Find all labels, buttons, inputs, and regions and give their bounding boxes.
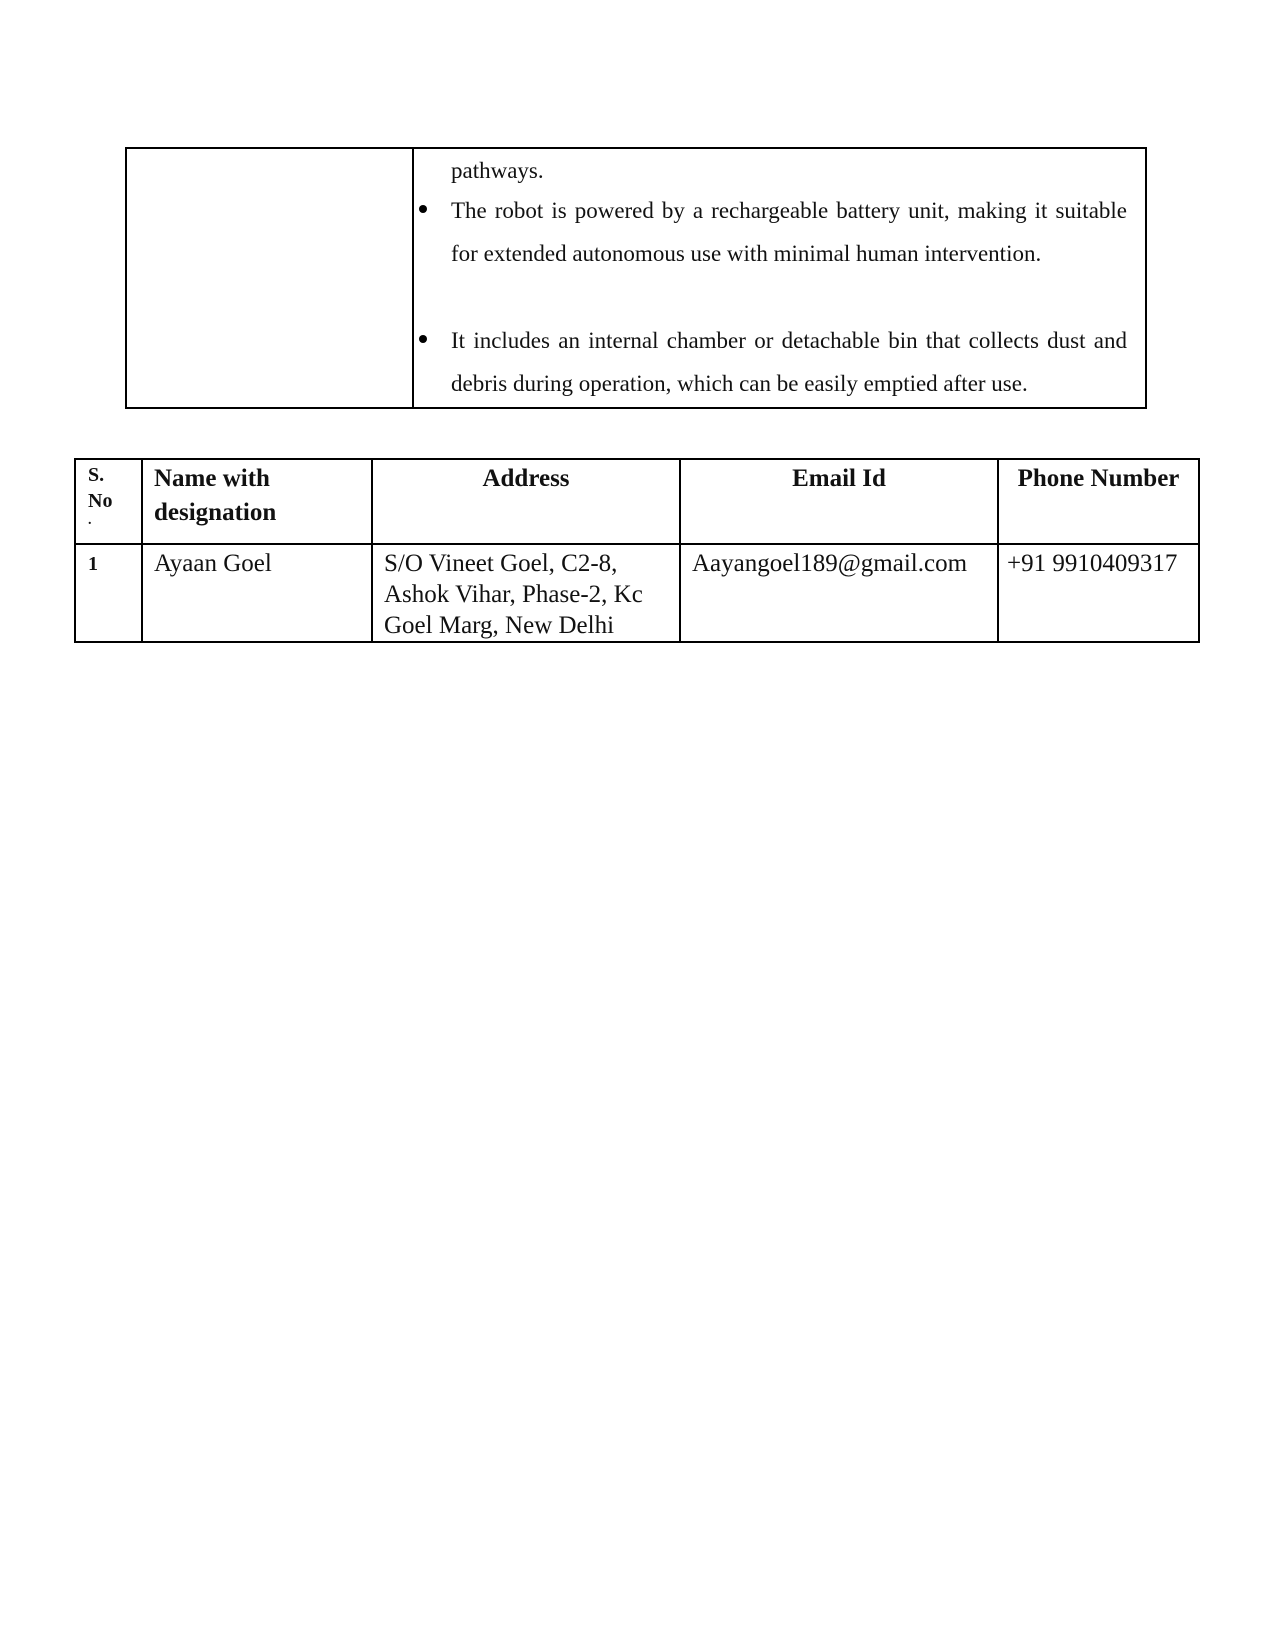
description-label-cell: [127, 149, 414, 407]
continuation-text: pathways.: [451, 158, 544, 183]
cell-address: S/O Vineet Goel, C2-8, Ashok Vihar, Phase-2, Kc Goel Marg, New Delhi: [372, 544, 680, 642]
header-email: Email Id: [680, 459, 998, 544]
header-sno-line: No: [88, 490, 113, 512]
header-sno: [75, 459, 142, 544]
bullet-text: The robot is powered by a rechargeable battery unit, making it suitable for extended autonomous use with minimal human intervention.: [451, 198, 1127, 266]
cell-sno: 1: [75, 544, 142, 642]
cell-name: Ayaan Goel: [142, 544, 372, 642]
contact-table: [74, 458, 1200, 643]
bullet-dot-icon: [419, 335, 427, 343]
description-content-cell: [414, 149, 1145, 407]
bullet-item: [451, 189, 1127, 275]
header-address: Address: [372, 459, 680, 544]
table-header-row: [75, 459, 1199, 544]
header-name-line: designation: [154, 499, 277, 526]
cell-phone: +91 9910409317: [998, 544, 1199, 642]
header-sno-line: .: [88, 513, 92, 528]
bullet-item: [451, 319, 1127, 405]
cell-email: Aayangoel189@gmail.com: [680, 544, 998, 642]
header-name-line: Name with: [154, 465, 270, 492]
bullet-dot-icon: [419, 205, 427, 213]
table-row: [75, 544, 1199, 642]
description-table: [125, 147, 1147, 409]
header-sno-line: S.: [88, 464, 105, 486]
header-phone: Phone Number: [998, 459, 1199, 544]
bullet-text: It includes an internal chamber or detachable bin that collects dust and debris during operation, which can be easily emptied after use.: [451, 328, 1127, 396]
header-name: [142, 459, 372, 544]
